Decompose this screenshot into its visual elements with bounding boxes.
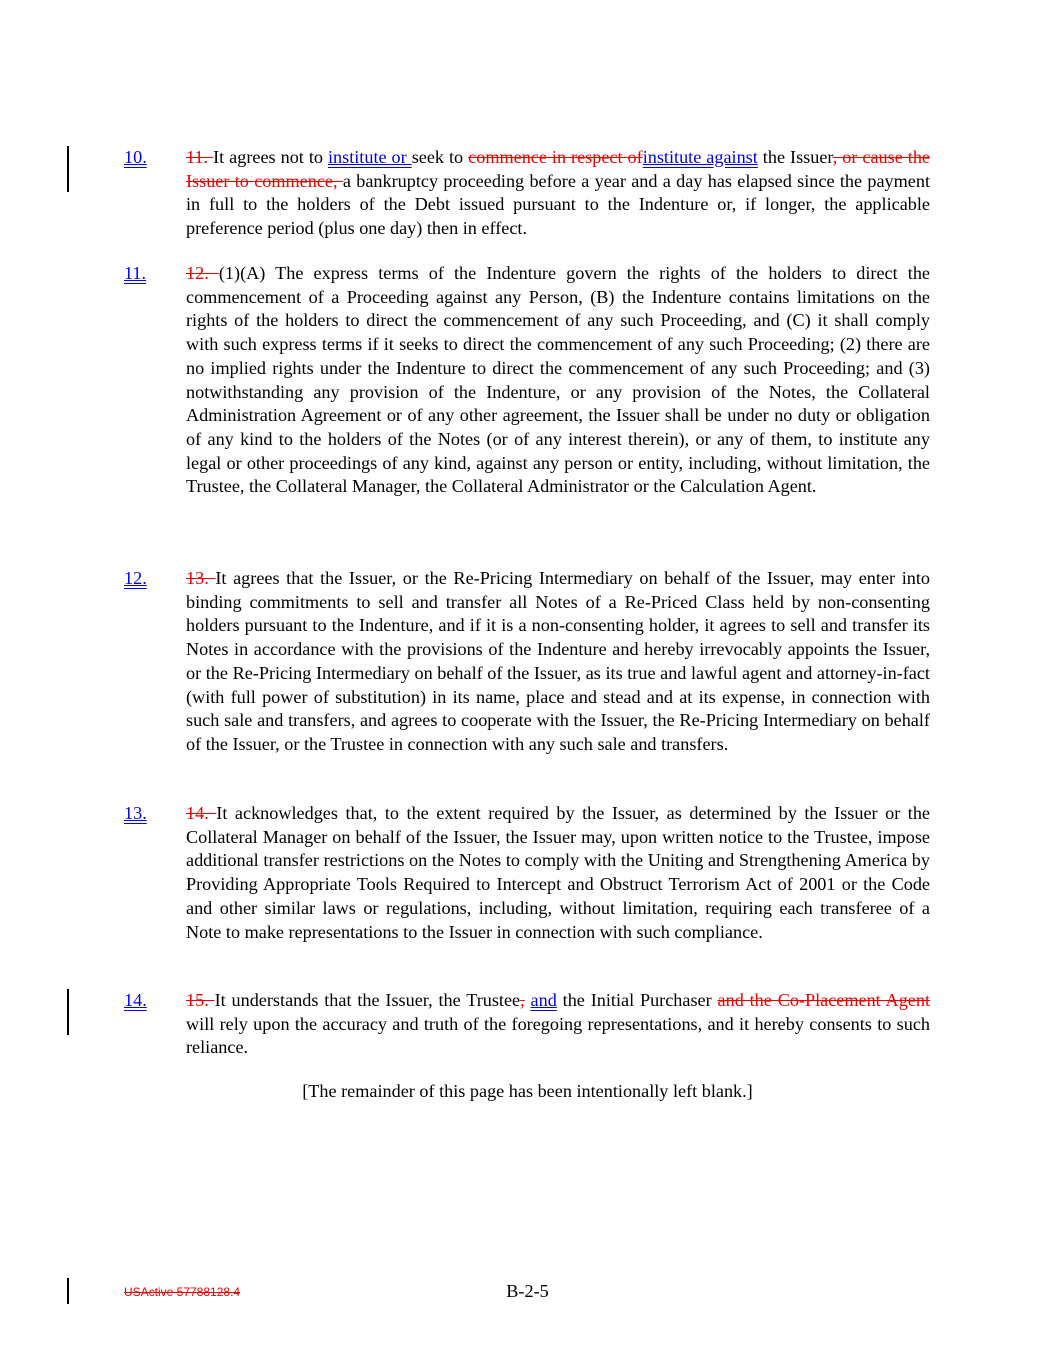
clause-text-run: the Issuer — [757, 147, 833, 167]
clause-14 — [124, 989, 930, 1060]
blank-page-note: [The remainder of this page has been intentionally left blank.] — [302, 1081, 753, 1101]
clause-text-run: It agrees that the Issuer, or the Re-Pricing Intermediary on behalf of the Issuer, may enter into binding commitments to sell and transfer all Notes of a Re-Priced Class held by non-consenting holders pursuant to the Indenture, and if it is a non-consenting holder, it agrees to sell and transfer its Notes in accordance with the provisions of the Indenture and hereby irrevocably appoints the Issuer, or the Re-Pricing Intermediary on behalf of the Issuer, as its true and lawful agent and attorney-in-fact (with full power of substitution) in its name, place and stead and at its expense, in connection with such sale and transfers, and agrees to cooperate with the Issuer, the Re-Pricing Intermediary on behalf of the Issuer, or the Trustee in connection with any such sale and transfers. — [186, 568, 931, 754]
deleted-text: , or cause the Issuer to commence, — [186, 147, 930, 191]
clause-text-run: It understands that the Issuer, the Trustee — [214, 990, 521, 1010]
clause-text — [186, 567, 930, 757]
clause-number: 11. — [124, 263, 147, 283]
footer-document-id: USActive 57788128.4 — [124, 1285, 241, 1299]
clause-number: 10. — [124, 147, 147, 167]
clause-text-run: a bankruptcy proceeding before a year and a day has elapsed since the payment in full to the holders of the Debt issued pursuant to the Indenture or, if longer, the applicable preference period (plus one day) then in effect. — [186, 170, 930, 239]
clause-number: 12. — [124, 568, 147, 588]
clause-10 — [124, 146, 930, 241]
clause-13 — [124, 802, 930, 944]
clause-text-run: It agrees not to — [213, 147, 328, 167]
clause-text — [186, 802, 930, 944]
clause-text — [186, 146, 930, 241]
clause-11 — [124, 262, 930, 499]
change-bar — [67, 989, 69, 1035]
deleted-old-number: 12. — [186, 263, 219, 283]
clause-12 — [124, 567, 930, 757]
deleted-text: , — [520, 990, 525, 1010]
clause-text-run: seek to — [411, 147, 469, 167]
clause-text-run: the Initial Purchaser — [556, 990, 718, 1010]
inserted-text: institute against — [642, 147, 758, 167]
deleted-old-number: 15. — [186, 990, 215, 1010]
clause-text-run: It acknowledges that, to the extent required by the Issuer, as determined by the Issuer or the Collateral Manager on behalf of the Issuer, the Issuer may, upon written notice to the Trustee, impose additional transfer restrictions on the Notes to comply with the Uniting and Strengthening America by Providing Appropriate Tools Required to Intercept and Obstruct Terrorism Act of 2001 or the Code and other similar laws or regulations, including, without limitation, requiring each transferee of a Note to make representations to the Issuer in connection with such compliance. — [186, 803, 931, 942]
deleted-text: and the Co-Placement Agent — [717, 990, 931, 1010]
inserted-text: institute or — [327, 147, 412, 167]
deleted-old-number: 13. — [186, 568, 216, 588]
deleted-old-number: 14. — [186, 803, 217, 823]
clause-number: 13. — [124, 803, 147, 823]
clause-text — [186, 989, 930, 1060]
clause-text-run: (1)(A) The express terms of the Indenture govern the rights of the holders to direct the commencement of a Proceeding against any Person, (B) the Indenture contains limitations on the rights of the holders to direct the commencement of any such Proceeding, and (C) it shall comply with such express terms if it seeks to direct the commencement of any such Proceeding; (2) there are no implied rights under the Indenture to direct the commencement of any such Proceeding; and (3) notwithstanding any provision of the Indenture, or any provision of the Notes, the Collateral Administration Agreement or of any other agreement, the Issuer shall be under no duty or obligation of any kind to the holders of the Notes (or of any interest therein), or any of them, to institute any legal or other proceedings of any kind, against any person or entity, including, without limitation, the Trustee, the Collateral Manager, the Collateral Administrator or the Calculation Agent. — [186, 263, 931, 497]
deleted-old-number: 11. — [186, 147, 214, 167]
change-bar — [67, 146, 69, 192]
clause-number: 14. — [124, 990, 147, 1010]
inserted-text: and — [530, 990, 557, 1010]
clause-text-run: will rely upon the accuracy and truth of the foregoing representations, and it hereby consents to such reliance. — [186, 1013, 930, 1058]
clause-text — [186, 262, 930, 499]
footer-page-number: B-2-5 — [506, 1281, 549, 1301]
deleted-text: commence in respect of — [468, 147, 643, 167]
